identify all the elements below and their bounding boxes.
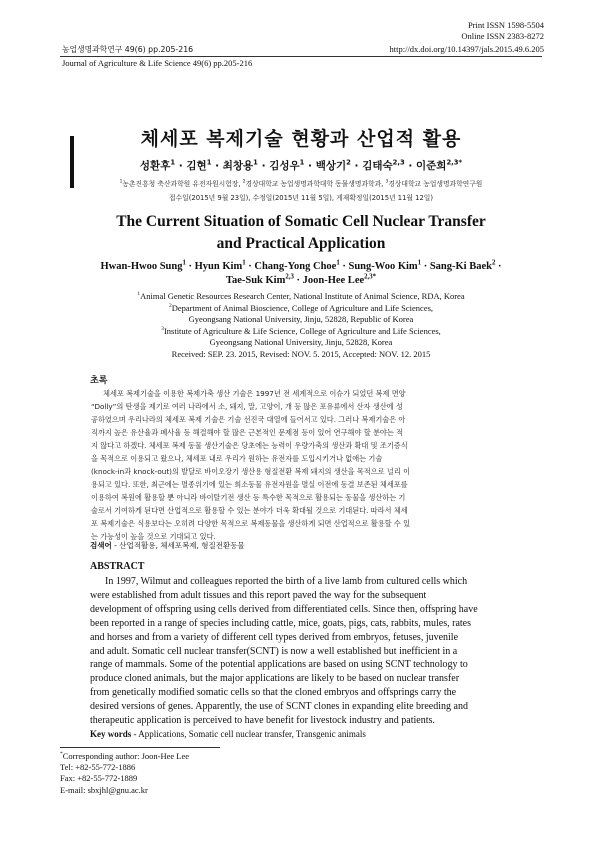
title-en-line1: The Current Situation of Somatic Cell Nuclear Transfer	[116, 213, 486, 230]
title-en-line2: and Practical Application	[216, 235, 386, 252]
abstract-en-line: range of mammals. Some of the potential applications are based on using SCNT technology to	[90, 659, 468, 671]
author-email[interactable]: E-mail: sbxjhl@gnu.ac.kr	[60, 784, 148, 795]
abstract-ko-line: 직까지 높은 유산율과 폐사율 등 해결해야 할 많은 근본적인 문제점 등이 있어 연구해야 할 분야는 적	[91, 428, 403, 437]
online-issn: Online ISSN 2383-8272	[461, 31, 544, 41]
abstract-en-line: produce cloned animals, but the major applications are likely to be based on nuclear transfer	[90, 673, 460, 685]
keywords-en-list: - Applications, Somatic cell nuclear transfer, Transgenic animals	[131, 729, 366, 739]
abstract-en-line: development of offspring using cells derived from differentiated cells. Since then, offspring have	[90, 603, 478, 615]
abstract-ko-line: 을 목적으로 이용되고 왔으나, 체세포 내로 우리가 원하는 유전자를 도입시키거나 없애는 기술	[91, 454, 383, 463]
abstract-en-line: therapeutic application is perceived to have benefit for livestock industry and patients.	[90, 715, 435, 727]
authors-en-line1: Hwan-Hwoo Sung$^1$ · Hyun Kim$^1$ · Chang-Yong Choe$^1$ · Sung-Woo Kim$^1$ · Sang-Ki Baek$^2$ ·	[100, 259, 502, 272]
abstract-ko	[91, 387, 513, 543]
footnote	[60, 751, 189, 796]
print-issn: Print ISSN 1598-5504	[467, 20, 544, 30]
authors-ko: 성환후$^1$ · 김현$^1$ · 최창용$^1$ · 김성우$^1$ · 백상기$^2$ · 김태숙$^{2,3}$ · 이준희$^{2,3*}$	[139, 158, 463, 172]
footnote-rule	[60, 747, 220, 748]
doi-link[interactable]: http://dx.doi.org/10.14397/jals.2015.49.6.205	[389, 44, 544, 54]
affiliation-en-4: $^3$Institute of Agriculture & Life Science, College of Agriculture and Life Sciences,	[161, 325, 441, 336]
abstract-en	[90, 575, 514, 728]
authors-en-line2: Tae-Suk Kim$^{2,3}$ · Joon-Hee Lee$^{2,3*}$	[225, 273, 377, 286]
abstract-ko-line: 체세포 복제기술을 이용한 복제가축 생산 기술은 1997년 전 세계적으로 이슈가 되었던 복제 면양	[103, 389, 406, 398]
abstract-en-line: from genetically modified somatic cells so that the cloned embryos and offsprings carry the	[90, 687, 457, 699]
affiliation-ko: $^1$농촌진흥청 축산과학원 유전자원시험장, $^2$경상대학교 농업생명과학대학 동물생명과학과, $^3$경상대학교 농업생명과학연구원	[119, 179, 483, 188]
journal-ko: 농업생명과학연구 49(6) pp.205-216	[62, 45, 194, 54]
affiliation-en-3: Gyeongsang National University, Jinju, 52828, Republic of Korea	[188, 314, 414, 324]
abstract-ko-line: 술로서 기여하게 된다면 산업적으로 활용할 수 있는 분야가 더욱 확대될 것으로 기대된다. 따라서 체세	[91, 506, 408, 515]
abstract-ko-line: 용되고 있다. 또한, 최근에는 멸종위기에 있는 희소동물 유전자원을 멸실 이전에 동결 보존된 체세포를	[91, 480, 408, 489]
abstract-en-line: and horses and from a variety of different cell types derived from embryos, fetuses, juvenile	[90, 631, 459, 643]
affiliation-en-1: $^1$Animal Genetic Resources Research Center, National Institute of Animal Science, RDA, Korea	[137, 291, 465, 301]
abstract-ko-line: “Dolly”의 탄생을 제기로 여러 나라에서 소, 돼지, 말, 고양이, 개 등 많은 포유류에서 산자 생산에 성	[91, 402, 403, 411]
abstract-ko-line: 지 않다고 하겠다. 체세포 복제 동물 생산기술은 당초에는 능력이 우량가축의 생산과 확대 및 조기증식	[91, 441, 408, 450]
affiliations-en	[60, 291, 542, 349]
abstract-ko-line: 공하였으며 우리나라의 체세포 복제 기술은 기술 선진국 대열에 들어서고 있다. 그러나 복제기술은 아	[91, 415, 406, 424]
affiliation-en-2: $^2$Department of Animal Bioscience, College of Agriculture and Life Sciences,	[168, 302, 434, 313]
issn-block	[461, 20, 544, 42]
author-tel: Tel: +82-55-772-1886	[60, 762, 136, 773]
abstract-en-line: and adult. Somatic cell nuclear transfer(SCNT) is now a well established but inefficient in a	[90, 645, 458, 657]
abstract-ko-line: 포 복제기술은 식용보다는 오히려 다양한 목적으로 복제동물을 생산하게 되면 산업적으로 활용할 수 있	[91, 519, 411, 528]
abstract-en-line: been reported in a range of species including cattle, mice, goats, pigs, cats, rabbits, mules, rates	[90, 617, 471, 629]
header-rule	[60, 56, 542, 57]
abstract-en-line: desired versions of genes. Apparently, the use of SCNT clones in expanding elite breeding and	[90, 701, 468, 713]
dates-ko: 접수일(2015년 9월 23일), 수정일(2015년 11월 5일), 게재확정일(2015년 11월 12일)	[169, 194, 433, 202]
dates-en: Received: SEP. 23. 2015, Revised: NOV. 5. 2015, Accepted: NOV. 12. 2015	[171, 349, 431, 359]
abstract-en-line: were established from adult tissues and this report paved the way for the subsequent	[90, 589, 427, 601]
abstract-ko-line: 이용하여 복원에 활용할 뿐 아니라 바이탈기전 생산 등 특수한 목적으로 활용되는 동물을 생산하는 기	[91, 493, 406, 502]
author-fax: Fax: +82-55-772-1889	[60, 773, 138, 784]
keywords-en-label: Key words	[90, 729, 132, 739]
keywords-ko	[90, 540, 245, 551]
keywords-ko-list: - 산업적활용, 체세포복제, 형질전환동물	[111, 541, 245, 550]
keywords-en	[90, 729, 366, 739]
abstract-ko-line: (knock-in과 knock-out)의 발달로 바이오장기 생산용 형질전환 복제 돼지의 생산을 목적으로 널리 이	[91, 467, 411, 476]
affiliation-en-5: Gyeongsang National University, Jinju, 52828, Korea	[209, 337, 393, 347]
abstract-en-heading: ABSTRACT	[90, 561, 145, 572]
keywords-ko-label: 검색어	[90, 541, 112, 550]
corresponding-author: *Corresponding author: Joon-Hee Lee	[60, 751, 190, 761]
abstract-en-line: In 1997, Wilmut and colleagues reported the birth of a live lamb from cultured cells which	[105, 576, 468, 587]
abstract-ko-heading: 초록	[90, 376, 108, 386]
title-ko: 체세포 복제기술 현황과 산업적 활용	[140, 128, 462, 150]
journal-en: Journal of Agriculture & Life Science 49(6) pp.205-216	[62, 58, 253, 68]
abstract-ko-line: 는 가능성이 높을 것으로 기대되고 있다.	[91, 532, 216, 541]
